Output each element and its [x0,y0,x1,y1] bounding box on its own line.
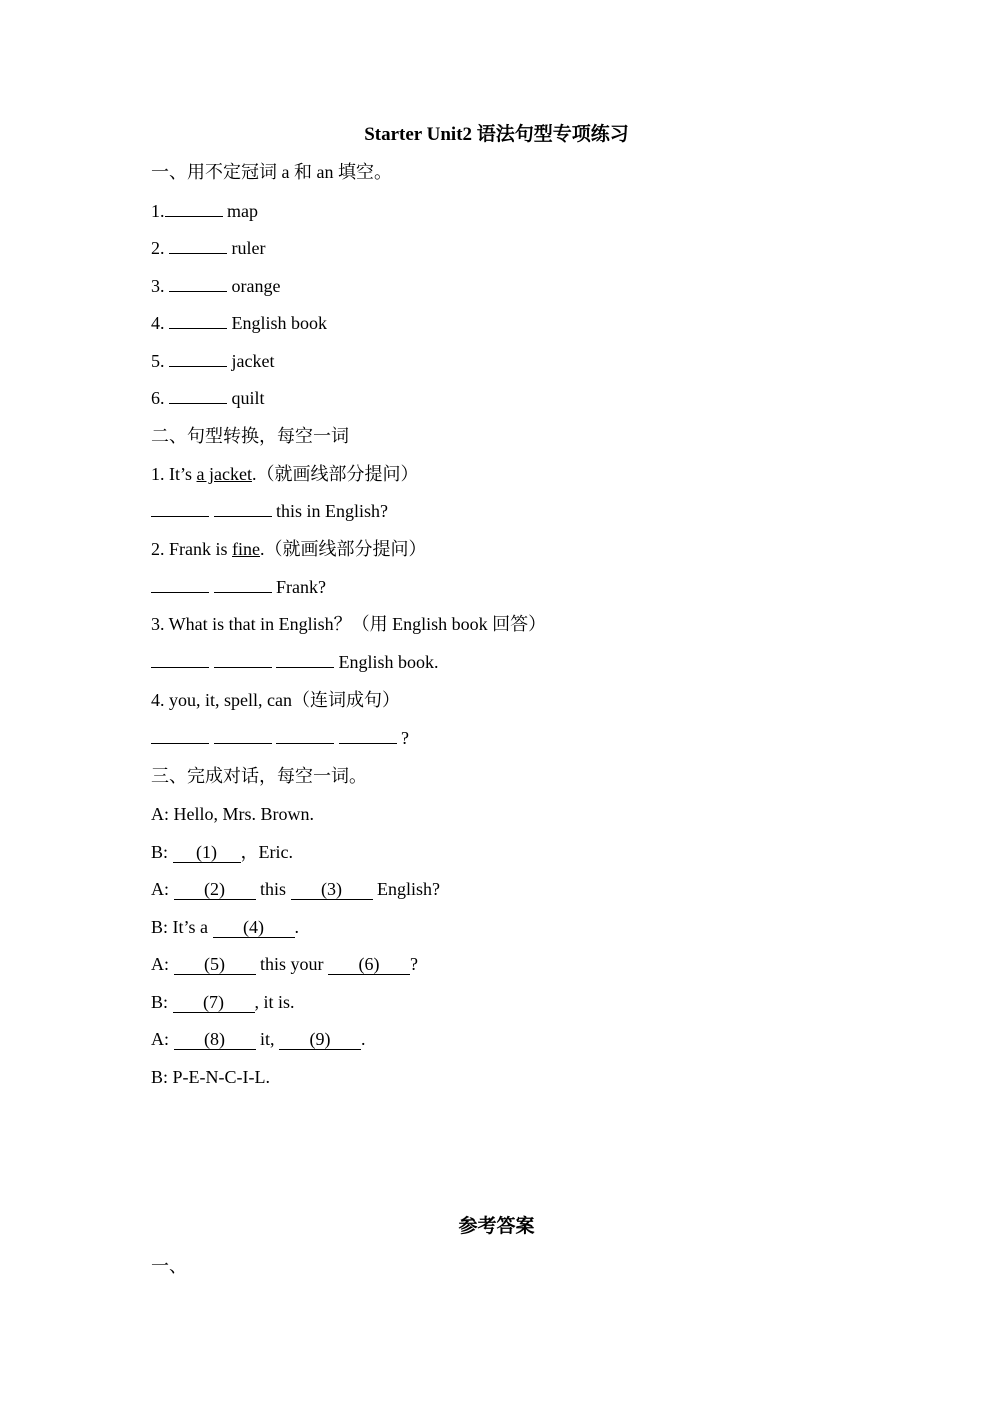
dialogue-blank-1[interactable]: (1) [173,842,241,863]
section1-item-1: 1. map [151,198,258,224]
dialogue-line-3: A: (2) this (3) English? [151,879,441,899]
dialogue-blank-8[interactable]: (8) [174,1029,256,1050]
dialogue-blank-9[interactable]: (9) [279,1029,361,1050]
dialogue-blank-2[interactable]: (2) [174,879,256,900]
answer-blank[interactable] [276,649,334,668]
answer-blank[interactable] [151,725,209,744]
dialogue-line-8: B: P-E-N-C-I-L. [151,1067,270,1087]
section1-item-5: 5. jacket [151,348,274,374]
section3-heading: 三、完成对话，每空一词。 [151,766,367,786]
dialogue-blank-6[interactable]: (6) [328,954,410,975]
dialogue-blank-3[interactable]: (3) [291,879,373,900]
section2-heading: 二、句型转换，每空一词 [151,426,349,446]
answer-key-title: 参考答案 [458,1216,535,1237]
dialogue-line-1: A: Hello, Mrs. Brown. [151,804,314,824]
dialogue-blank-7[interactable]: (7) [173,992,255,1013]
section1-heading: 一、用不定冠词 a 和 an 填空。 [151,162,392,182]
dialogue-line-7: A: (8) it, (9) . [151,1029,366,1049]
answer-blank[interactable] [214,725,272,744]
dialogue-line-2: B: (1) ，Eric. [151,842,293,862]
section1-item-3: 3. orange [151,273,280,299]
answer-blank[interactable] [339,725,397,744]
answer-blank[interactable] [165,198,223,217]
answer-blank[interactable] [214,649,272,668]
dialogue-blank-4[interactable]: (4) [213,917,295,938]
dialogue-line-6: B: (7) , it is. [151,992,295,1012]
section2-question-2: 2. Frank is fine.（就画线部分提问） [151,539,427,559]
answer-blank[interactable] [169,348,227,367]
answer-blank[interactable] [214,574,272,593]
answer-blank[interactable] [169,385,227,404]
answer-blank[interactable] [214,498,272,517]
section2-question-4: 4. you, it, spell, can（连词成句） [151,690,400,710]
answer-blank[interactable] [151,574,209,593]
answer-blank[interactable] [169,310,227,329]
answer-blank[interactable] [169,273,227,292]
page-title: Starter Unit2 语法句型专项练习 [364,124,629,145]
answer-blank[interactable] [151,649,209,668]
answer-blank[interactable] [276,725,334,744]
underlined-phrase: a jacket [196,464,252,484]
answer-blank[interactable] [151,498,209,517]
dialogue-blank-5[interactable]: (5) [174,954,256,975]
underlined-phrase: fine [232,539,260,559]
answer-blank[interactable] [169,235,227,254]
section2-question-1: 1. It’s a jacket.（就画线部分提问） [151,464,419,484]
section1-item-4: 4. English book [151,310,327,336]
section2-answer-4: ? [151,725,409,751]
section2-answer-3: English book. [151,649,439,675]
answer-section1-label: 一、 [151,1256,187,1276]
section2-answer-1: this in English? [151,498,388,524]
section2-answer-2: Frank? [151,574,326,600]
section1-item-6: 6. quilt [151,385,265,411]
dialogue-line-4: B: It’s a (4) . [151,917,299,937]
section1-item-2: 2. ruler [151,235,265,261]
section2-question-3: 3. What is that in English？（用 English book 回答） [151,614,547,634]
dialogue-line-5: A: (5) this your (6) ? [151,954,419,974]
